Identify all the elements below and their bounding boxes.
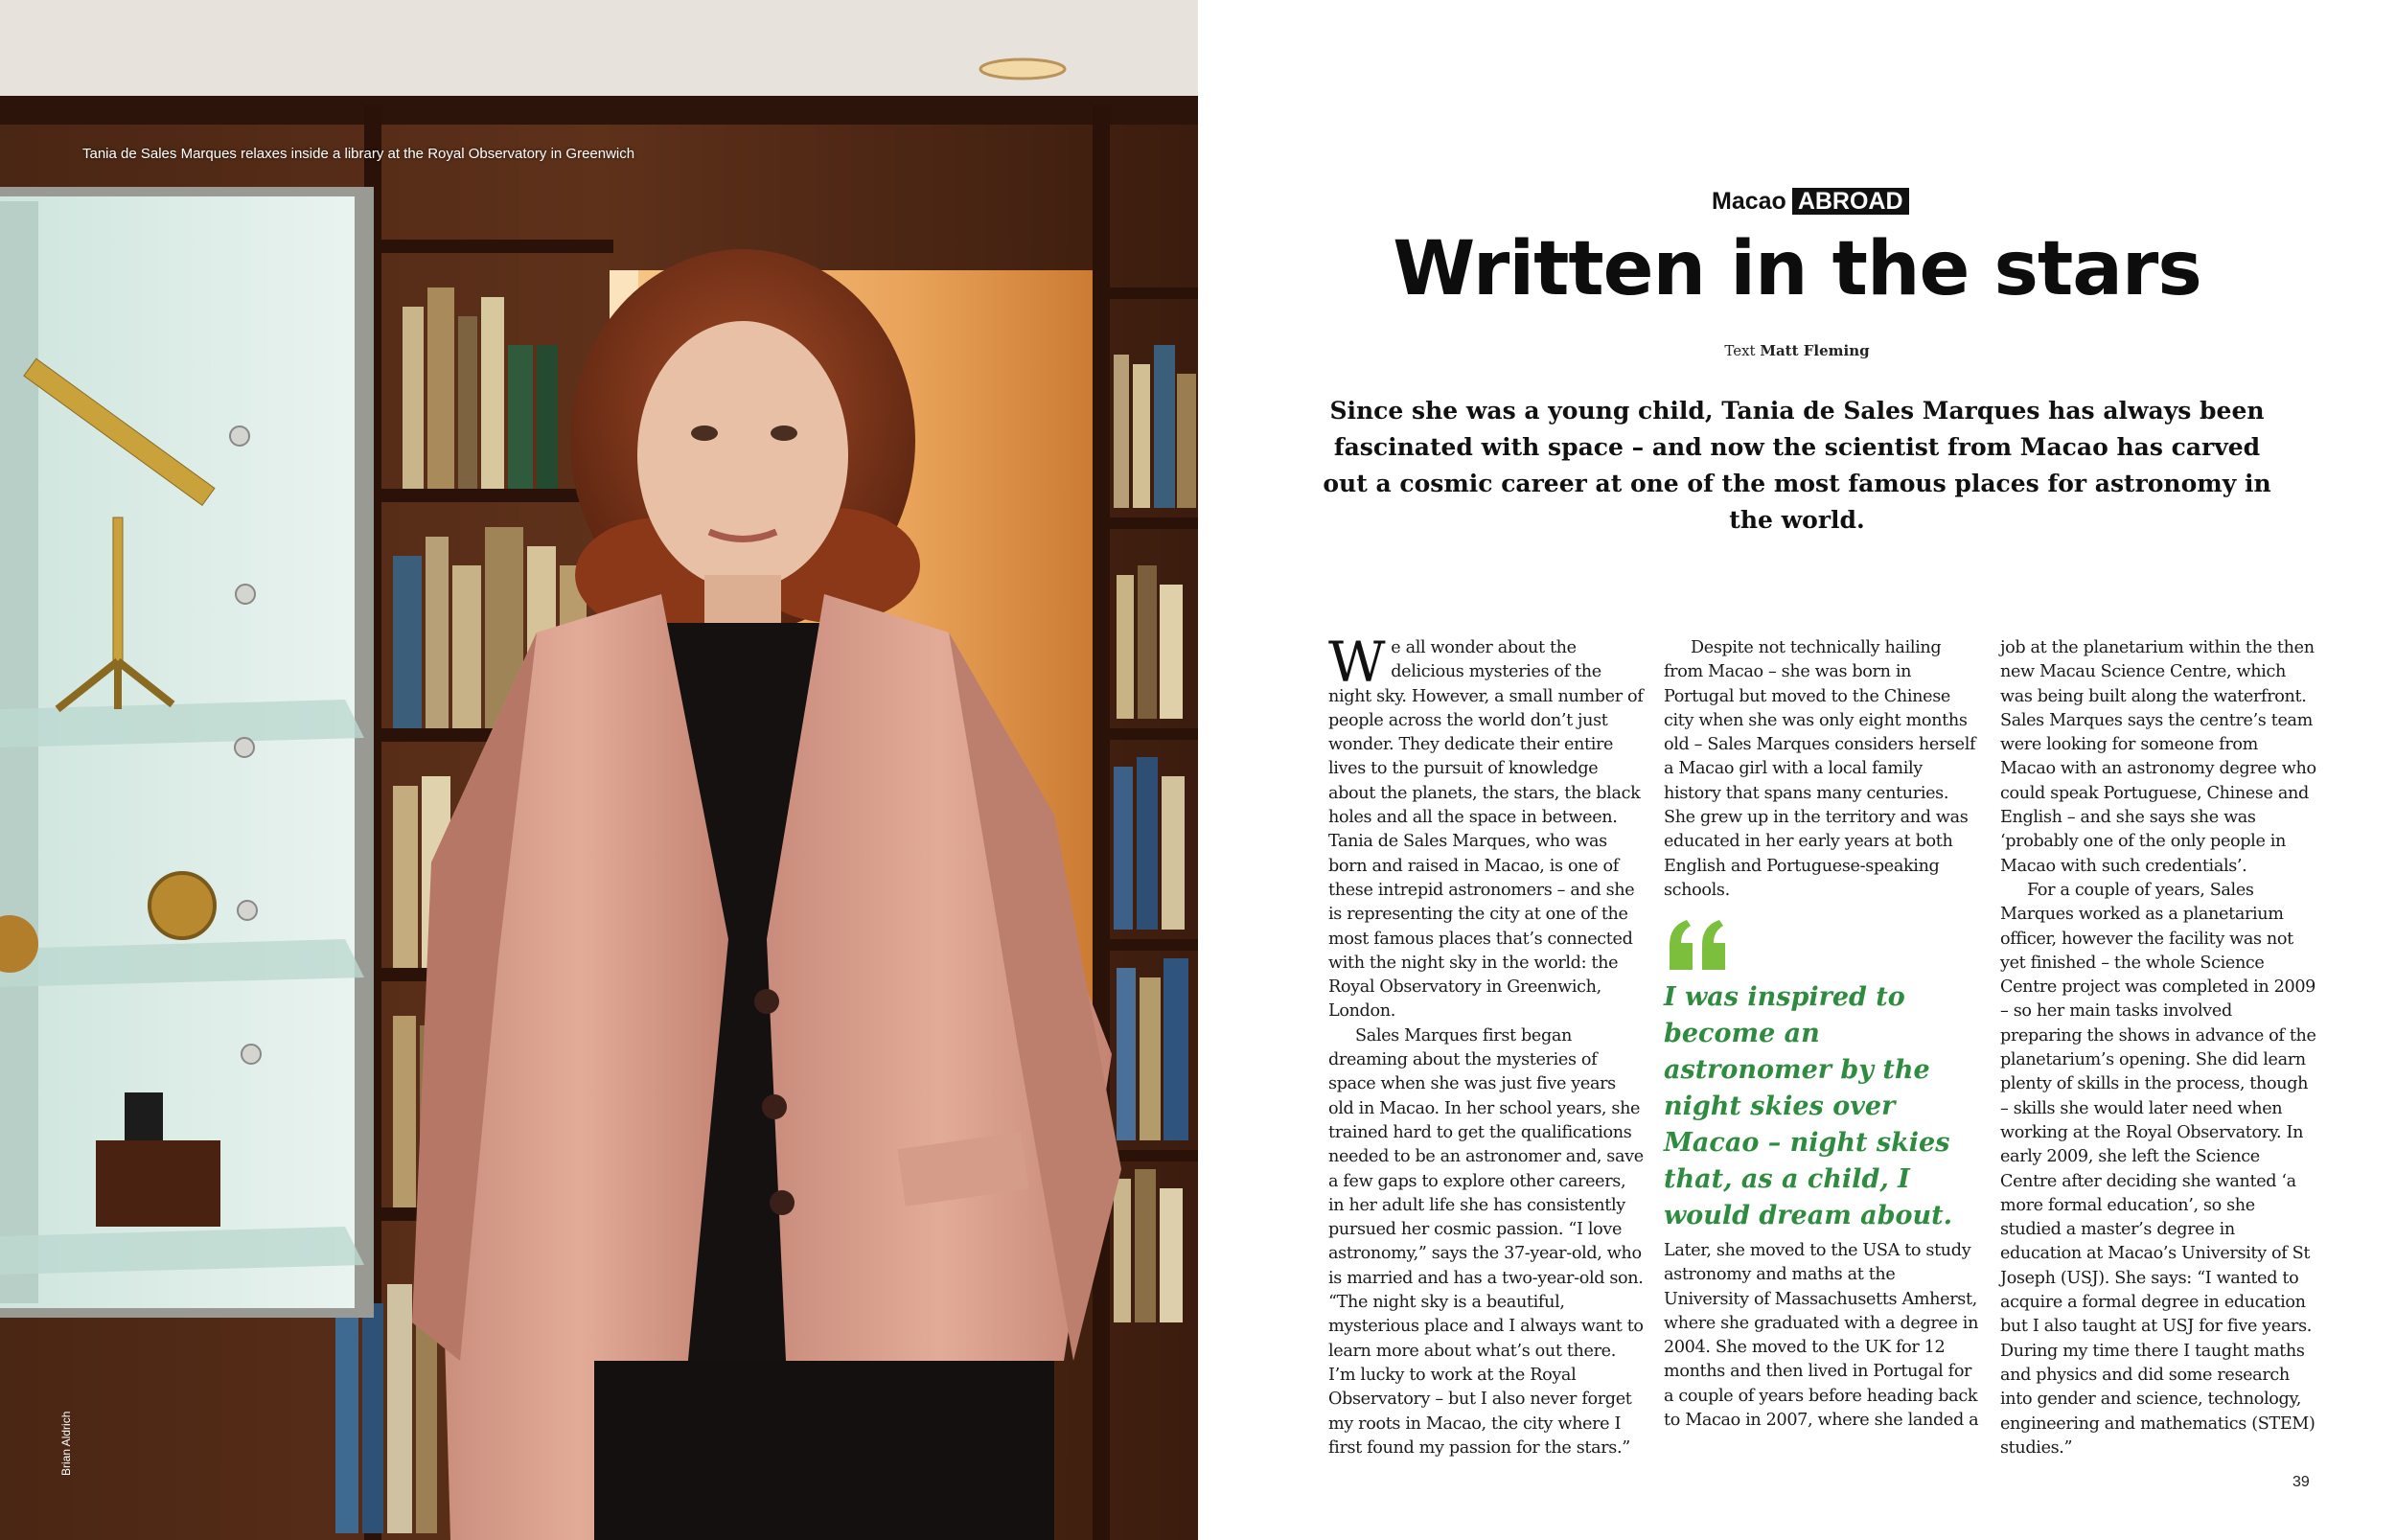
body-paragraph: Later, she moved to the USA to study astronomy and maths at the University of Massachusetts Amherst, where she graduated with a degree in 2004. She moved to the UK for 12 months and then lived in Portugal for a couple of years before heading back to Macao in 2007, where she landed a bbox=[1664, 1241, 1979, 1431]
photo-caption: Tania de Sales Marques relaxes inside a library at the Royal Observatory in Greenwich bbox=[82, 146, 635, 162]
byline-prefix: Text bbox=[1724, 342, 1756, 359]
page-number: 39 bbox=[2292, 1474, 2310, 1490]
body-paragraph: job at the planetarium within the then new Macau Science Centre, which was being built along the waterfront. Sales Marques says the centre’s team were looking for someone from Macao with an astronomy degree who could speak Portuguese, Chinese and English – and she says she was ‘probably one of the only people in Macao with such credentials’. bbox=[2000, 638, 2316, 876]
body-column-2-continued bbox=[1664, 1239, 1980, 1433]
body-column-3 bbox=[2000, 636, 2316, 1460]
body-paragraph: Sales Marques first began dreaming about the mysteries of space when she was just five years old in Macao. In her school years, she trained hard to get the qualifications needed to be an astronomer and, save a few gaps to explore other careers, in her adult life she has consistently pursued her cosmic passion. “I love astronomy,” says the 37-year-old, who is married and has a two-year-old son. “The night sky is a beautiful, mysterious place and I always want to learn more about what’s out there. I’m lucky to work at the Royal Observatory – but I also never forget my roots in Macao, the city where I first found my passion for the stars.” bbox=[1328, 1025, 1644, 1458]
article-title: Written in the stars bbox=[1393, 226, 2201, 312]
standfirst: Since she was a young child, Tania de Sales Marques has always been fascinated with space – and now the scientist from Macao has carved out a cosmic career at one of the most famous places for astronomy in the world. bbox=[1323, 397, 2271, 534]
section-tag: ABROAD bbox=[1792, 188, 1909, 215]
photo-credit: Brian Aldrich bbox=[59, 1411, 73, 1476]
body-paragraph: Despite not technically hailing from Macao – she was born in Portugal but moved to the Chinese city when she was only eight months old – Sales Marques considers herself a Macao girl with a local family history that spans many centuries. She grew up in the territory and was educated in her early years at both English and Portuguese-speaking schools. bbox=[1664, 638, 1976, 900]
body-paragraph bbox=[1328, 630, 1645, 1024]
body-paragraph: For a couple of years, Sales Marques worked as a planetarium officer, however the facility was not yet finished – the whole Science Centre project was completed in 2009 – so her main tasks involved preparing the shows in advance of the planetarium’s opening. She did learn plenty of skills in the process, though – skills she would later need when working at the Royal Observatory. In early 2009, she left the Science Centre after deciding she wanted ‘a more formal education’, so she studied a master’s degree in education at Macao’s University of St Joseph (USJ). She says: “I wanted to acquire a formal degree in education but I also taught at USJ for five years. During my time there I taught maths and physics and did some research into gender and science, technology, engineering and mathematics (STEM) studies.” bbox=[2000, 880, 2316, 1458]
drop-cap: W bbox=[1328, 630, 1386, 695]
body-column-2 bbox=[1664, 636, 1980, 903]
section-label bbox=[1712, 188, 1909, 216]
section-name: Macao bbox=[1712, 188, 1786, 215]
pull-quote: I was inspired to become an astronomer by the night skies over Macao – night skies that, as a child, I would dream about. bbox=[1664, 982, 1953, 1230]
byline-author: Matt Fleming bbox=[1760, 342, 1870, 359]
quote-mark-icon bbox=[1666, 920, 1729, 970]
paragraph-text: e all wonder about the delicious mysteries of the night sky. However, a small number of people across the world don’t just wonder. They dedicate their entire lives to the pursuit of knowledge about the planets, the stars, the black holes and all the space in between. Tania de Sales Marques, who was born and raised in Macao, is one of these intrepid astronomers – and she is representing the city at one of the most famous places that’s connected with the night sky in the world: the Royal Observatory in Greenwich, London. bbox=[1328, 638, 1644, 1022]
body-column-1 bbox=[1328, 630, 1645, 1460]
byline bbox=[1198, 342, 2396, 359]
